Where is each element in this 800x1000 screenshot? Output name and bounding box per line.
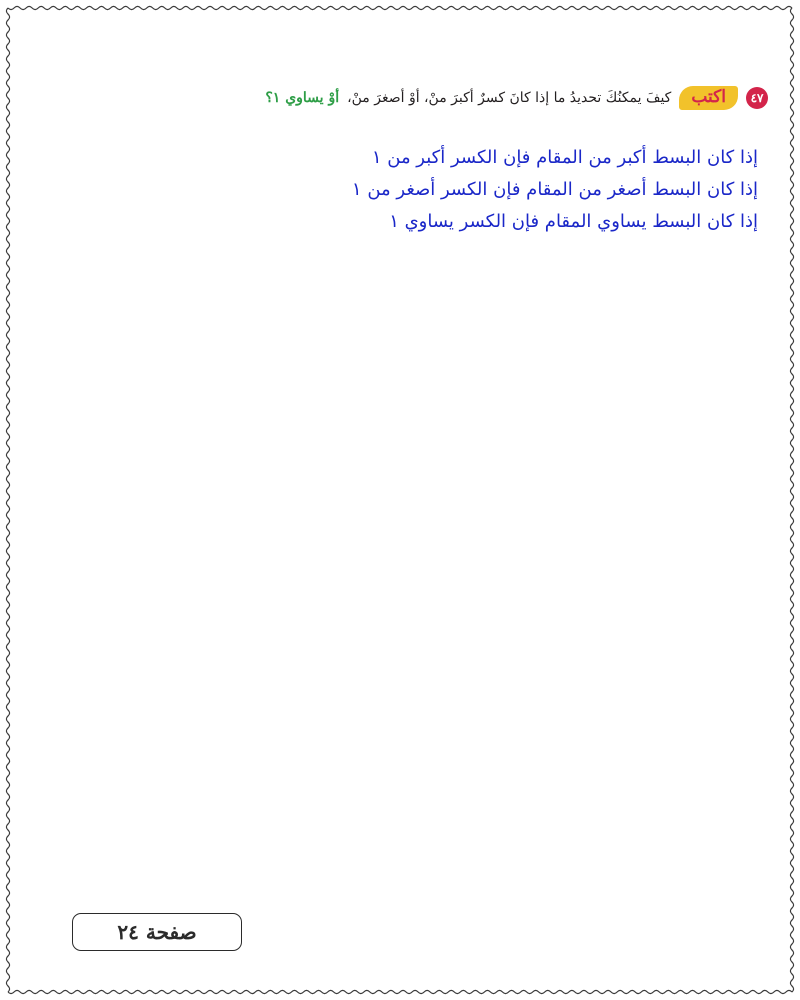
answer-line-1: إذا كان البسط أكبر من المقام فإن الكسر أكبر من ١ <box>371 147 758 168</box>
question-line <box>28 86 768 110</box>
question-number-badge: ٤٧ <box>746 87 768 109</box>
question-text: كيفَ يمكنُكَ تحديدُ ما إذا كانَ كسرٌ أكبرَ منْ، أوْ أصغرَ منْ، <box>347 90 672 106</box>
write-tag: اكتب <box>679 86 738 110</box>
answer-block <box>58 142 758 238</box>
question-highlight: أوْ يساوي ١؟ <box>265 90 340 106</box>
answer-line-2: إذا كان البسط أصغر من المقام فإن الكسر أصغر من ١ <box>351 179 758 200</box>
page-number-label: صفحة ٢٤ <box>72 913 242 951</box>
answer-line-3: إذا كان البسط يساوي المقام فإن الكسر يساوي ١ <box>389 211 758 232</box>
